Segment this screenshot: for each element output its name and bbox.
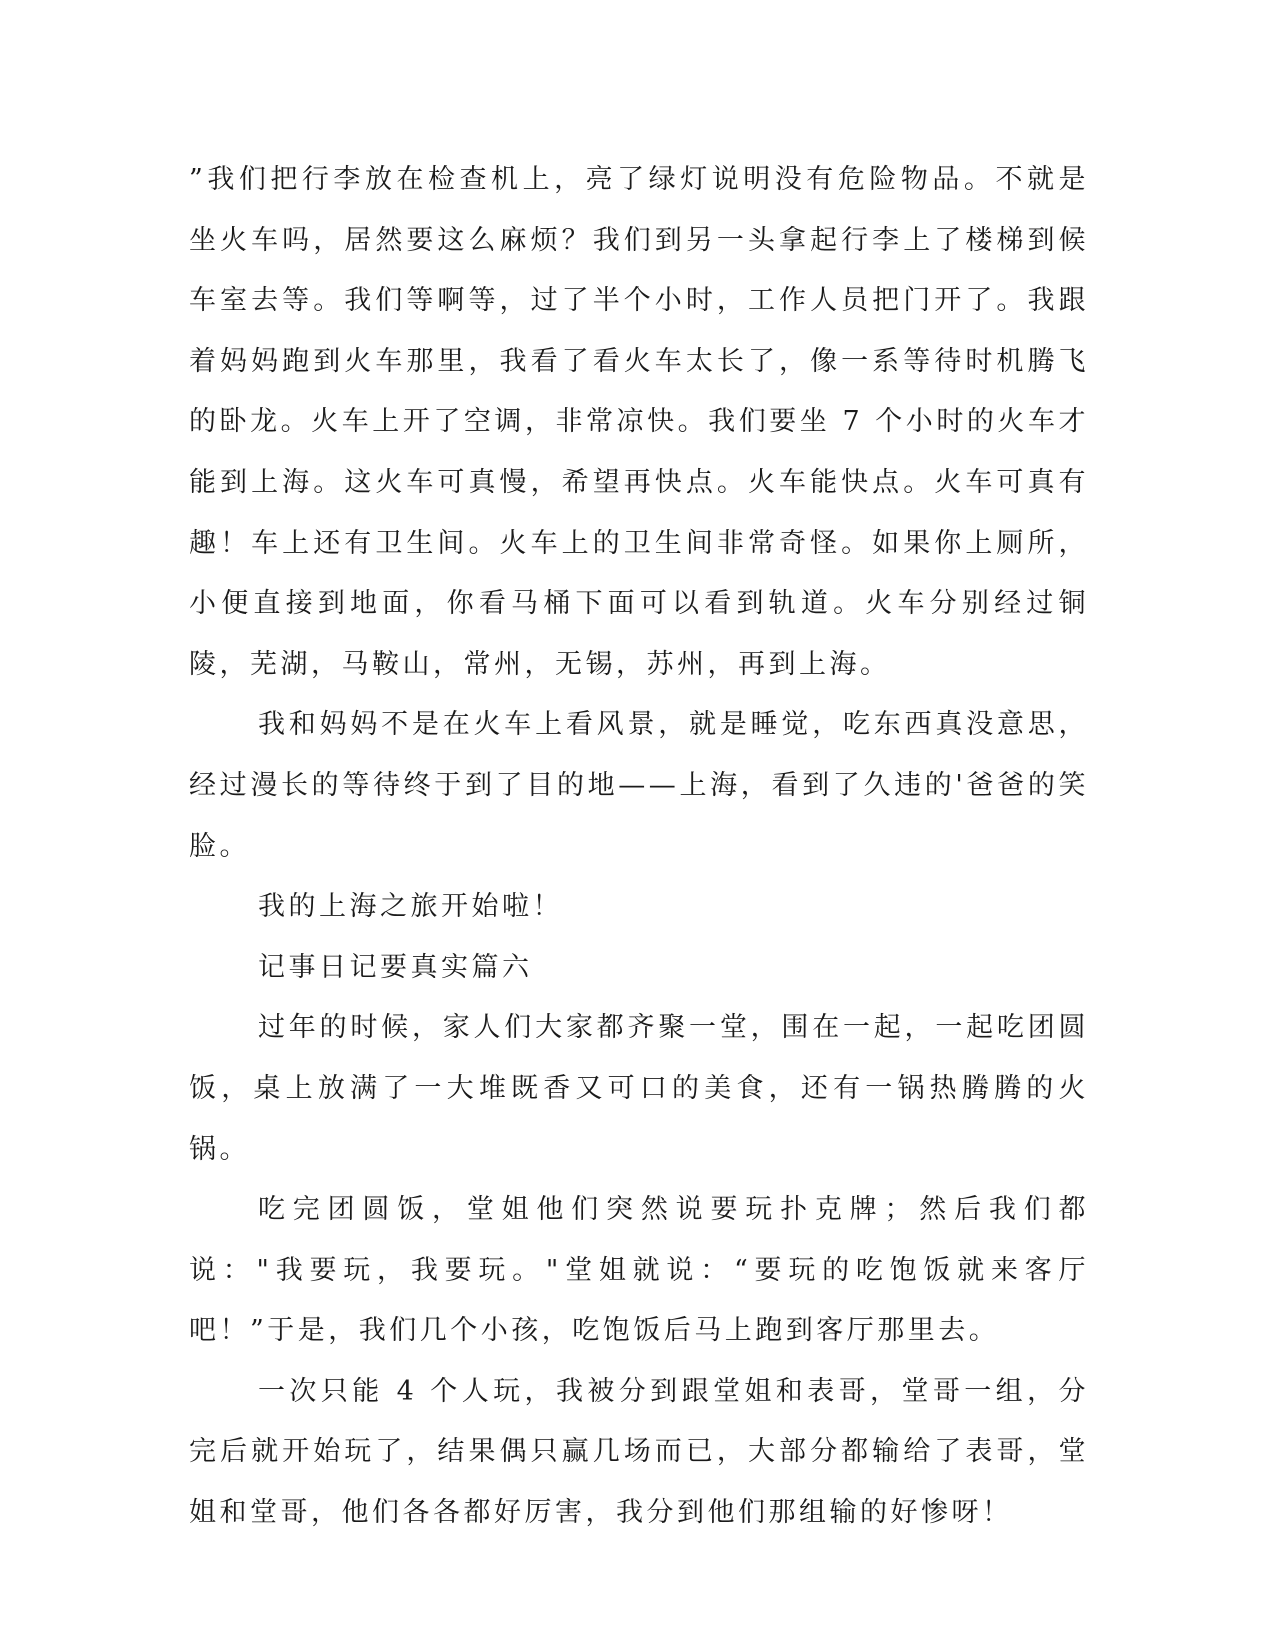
paragraph-new-year-dinner: 过年的时候，家人们大家都齐聚一堂，围在一起，一起吃团圆饭，桌上放满了一大堆既香又可口的美食，还有一锅热腾腾的火锅。 (189, 1012, 1089, 1165)
paragraph-arrival-shanghai: 我和妈妈不是在火车上看风景，就是睡觉，吃东西真没意思，经过漫长的等待终于到了目的地——上海，看到了久违的'爸爸的笑脸。 (189, 709, 1089, 862)
section-heading: 记事日记要真实篇六 (258, 951, 533, 983)
paragraph-poker-game: 一次只能 4 个人玩，我被分到跟堂姐和表哥，堂哥一组，分完后就开始玩了，结果偶只赢几场而已，大部分都输给了表哥，堂姐和堂哥，他们各各都好厉害，我分到他们那组输的好惨呀！ (189, 1375, 1089, 1529)
paragraph-poker-invitation: 吃完团圆饭，堂姐他们突然说要玩扑克牌；然后我们都说："我要玩，我要玩。"堂姐就说：“要玩的吃饱饭就来客厅吧！”于是，我们几个小孩，吃饱饭后马上跑到客厅那里去。 (189, 1194, 1089, 1347)
document-body (189, 150, 1089, 1544)
paragraph-train-journey: ”我们把行李放在检查机上，亮了绿灯说明没有危险物品。不就是坐火车吗，居然要这么麻烦？我们到另一头拿起行李上了楼梯到候车室去等。我们等啊等，过了半个小时，工作人员把门开了。我跟着妈妈跑到火车那里，我看了看火车太长了，像一系等待时机腾飞的卧龙。火车上开了空调，非常凉快。我们要坐 7 个小时的火车才能到上海。这火车可真慢，希望再快点。火车能快点。火车可真有趣！车上还有卫生间。火车上的卫生间非常奇怪。如果你上厕所，小便直接到地面，你看马桶下面可以看到轨道。火车分别经过铜陵，芜湖，马鞍山，常州，无锡，苏州，再到上海。 (189, 164, 1089, 680)
paragraph-trip-begins: 我的上海之旅开始啦！ (258, 891, 563, 923)
